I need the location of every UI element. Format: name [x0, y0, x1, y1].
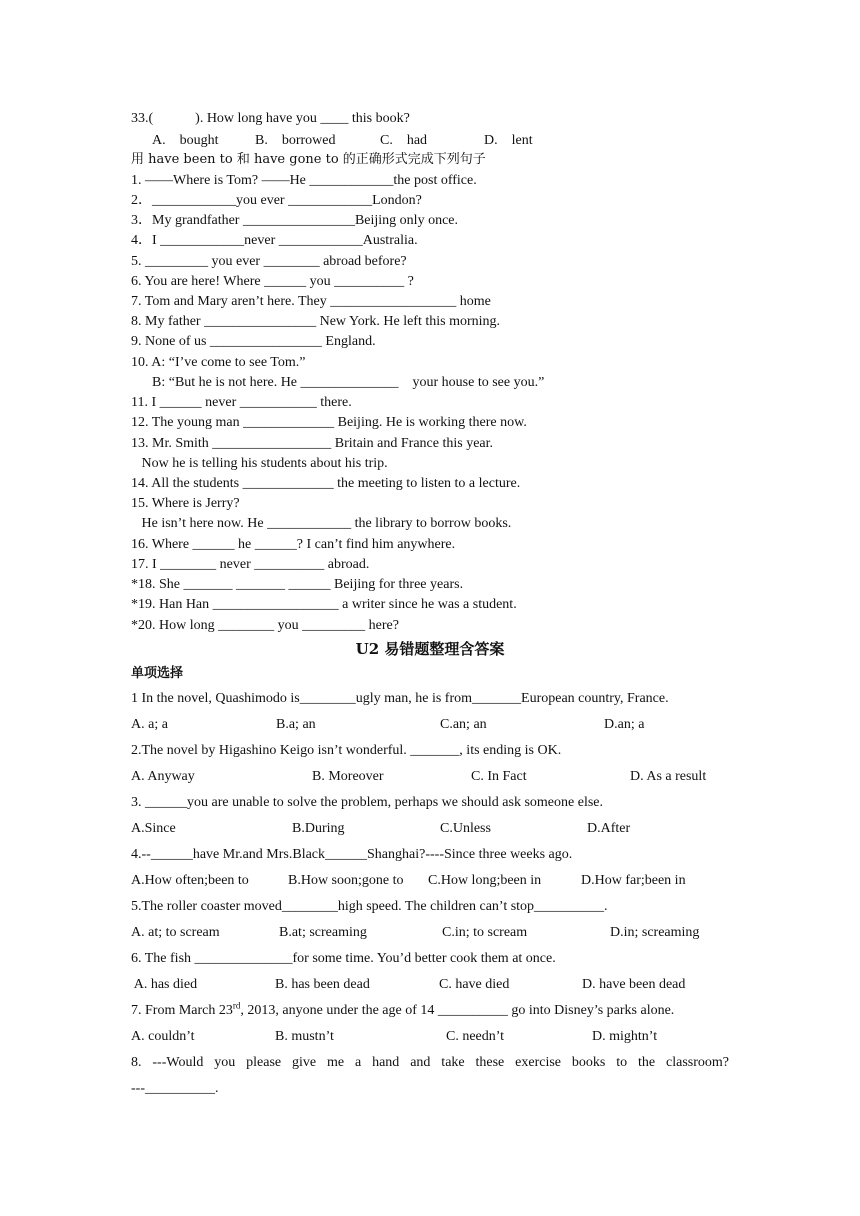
mc1-option-c: C.an; an [440, 717, 487, 732]
sentence-17: 17. I ________ never __________ abroad. [131, 557, 370, 572]
section-heading: 单项选择 [131, 666, 184, 681]
mc7-option-a: A. couldn’t [131, 1029, 195, 1044]
sentence-15b: He isn’t here now. He ____________ the library to borrow books. [131, 516, 512, 531]
q33-option-a: A. bought [152, 133, 219, 148]
mc2-option-a: A. Anyway [131, 769, 195, 784]
sentence-10a: 10. A: “I’ve come to see Tom.” [131, 355, 306, 370]
sentence-1: 1. ——Where is Tom? ——He ____________the post office. [131, 173, 477, 188]
q33-option-b: B. borrowed [255, 133, 336, 148]
mc7-option-c: C. needn’t [446, 1029, 505, 1044]
sentence-10b: B: “But he is not here. He ______________ your house to see you.” [131, 375, 545, 390]
sentence-12: 12. The young man _____________ Beijing. He is working there now. [131, 415, 527, 430]
mc2-option-b: B. Moreover [312, 769, 384, 784]
mc-question-5: 5.The roller coaster moved________high speed. The children can’t stop__________. [131, 899, 608, 914]
sentence-18: *18. She _______ _______ ______ Beijing for three years. [131, 577, 464, 592]
sentence-13b: Now he is telling his students about his trip. [131, 456, 388, 471]
sentence-4: 4．I ____________never ____________Australia. [131, 233, 418, 248]
sentence-5: 5. _________ you ever ________ abroad before? [131, 254, 407, 269]
sentence-6: 6. You are here! Where ______ you __________ ? [131, 274, 414, 289]
mc6-option-a: A. has died [131, 977, 198, 992]
mc5-option-d: D.in; screaming [610, 925, 700, 940]
mc7-option-d: D. mightn’t [592, 1029, 658, 1044]
mc3-option-b: B.During [292, 821, 345, 836]
sentence-11: 11. I ______ never ___________ there. [131, 395, 352, 410]
mc1-option-b: B.a; an [276, 717, 316, 732]
sentence-13a: 13. Mr. Smith _________________ Britain and France this year. [131, 436, 494, 451]
q33-option-c: C. had [380, 133, 428, 148]
mc5-option-c: C.in; to scream [442, 925, 528, 940]
sentence-3: 3．My grandfather ________________Beijing only once. [131, 213, 459, 228]
mc7-superscript: rd [232, 1000, 241, 1011]
mc5-option-b: B.at; screaming [279, 925, 367, 940]
mc7-option-b: B. mustn’t [275, 1029, 334, 1044]
mc3-option-c: C.Unless [440, 821, 491, 836]
mc4-option-b: B.How soon;gone to [288, 873, 404, 888]
mc7-text-pre: 7. From March 23 [131, 1003, 233, 1018]
mc2-option-c: C. In Fact [471, 769, 527, 784]
sentence-16: 16. Where ______ he ______? I can’t find him anywhere. [131, 537, 456, 552]
mc-question-1: 1 In the novel, Quashimodo is________ugly man, he is from_______European country, France. [131, 691, 669, 706]
mc3-option-a: A.Since [131, 821, 176, 836]
mc-question-8: 8. ---Would you please give me a hand and take these exercise books to the classroom? [131, 1055, 729, 1070]
sentence-7: 7. Tom and Mary aren’t here. They __________________ home [131, 294, 491, 309]
mc-question-4: 4.--______have Mr.and Mrs.Black______Shanghai?----Since three weeks ago. [131, 847, 573, 862]
mc6-option-b: B. has been dead [275, 977, 370, 992]
mc8-answer-blank: ---__________. [131, 1081, 219, 1096]
mc6-option-d: D. have been dead [582, 977, 686, 992]
sentence-19: *19. Han Han __________________ a writer since he was a student. [131, 597, 517, 612]
mc3-option-d: D.After [587, 821, 631, 836]
sentence-14: 14. All the students _____________ the meeting to listen to a lecture. [131, 476, 521, 491]
sentence-20: *20. How long ________ you _________ here? [131, 618, 399, 633]
mc1-option-a: A. a; a [131, 717, 168, 732]
mc2-option-d: D. As a result [630, 769, 707, 784]
question-33: 33.( ). How long have you ____ this book? [131, 111, 410, 126]
sentence-15a: 15. Where is Jerry? [131, 496, 240, 511]
mc1-option-d: D.an; a [604, 717, 645, 732]
mc-question-2: 2.The novel by Higashino Keigo isn’t wonderful. _______, its ending is OK. [131, 743, 562, 758]
mc6-option-c: C. have died [439, 977, 510, 992]
section-title: U2 易错题整理含答案 [355, 640, 505, 658]
sentence-2: 2．____________you ever ____________London? [131, 193, 422, 208]
mc5-option-a: A. at; to scream [131, 925, 220, 940]
mc4-option-c: C.How long;been in [428, 873, 542, 888]
mc4-option-d: D.How far;been in [581, 873, 686, 888]
sentence-8: 8. My father ________________ New York. He left this morning. [131, 314, 501, 329]
q33-option-d: D. lent [484, 133, 533, 148]
mc-question-7 [131, 1000, 675, 1019]
mc-question-3: 3. ______you are unable to solve the problem, perhaps we should ask someone else. [131, 795, 604, 810]
mc-question-6: 6. The fish ______________for some time. You’d better cook them at once. [131, 951, 556, 966]
sentence-9: 9. None of us ________________ England. [131, 334, 376, 349]
mc4-option-a: A.How often;been to [131, 873, 249, 888]
instruction: 用 have been to 和 have gone to 的正确形式完成下列句子 [131, 152, 486, 167]
mc7-text-post: , 2013, anyone under the age of 14 __________ go into Disney’s parks alone. [240, 1003, 675, 1018]
